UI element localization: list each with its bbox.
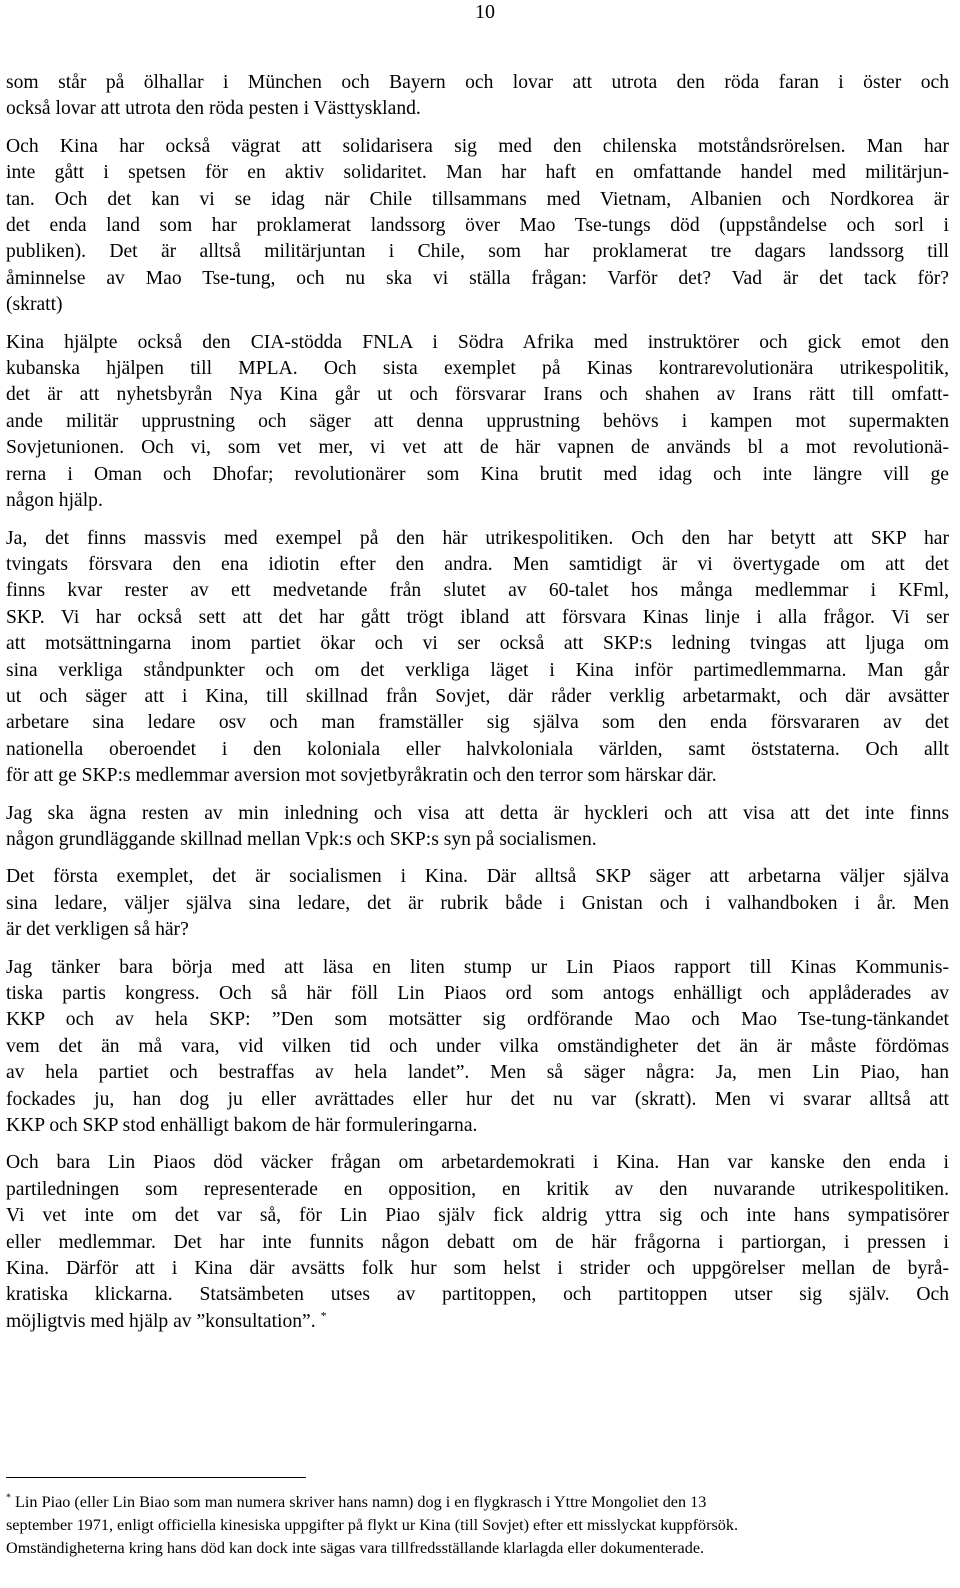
paragraph — [6, 801, 949, 854]
text-line: nationella oberoendet i den koloniala eller halvkoloniala världen, samt öststaterna. Och allt — [6, 738, 949, 760]
footnote-line — [6, 1491, 949, 1514]
text-line: någon grundläggande skillnad mellan Vpk:s och SKP:s syn på socialismen. — [6, 828, 597, 850]
page-number: 10 — [475, 1, 495, 23]
text-line: kubanska hjälpen till MPLA. Och sista exemplet på Kinas kontrarevolutionära utrikespolitik, — [6, 358, 949, 380]
text-line: finns kvar rester av ett medvetande från slutet av 60-talet hos många medlemmar i KFml, — [6, 580, 949, 602]
text-line: tiska partis kongress. Och så här föll Lin Piaos ord som antogs enhälligt och applåderades av — [6, 983, 949, 1004]
text-line: av hela partiet och bestraffas av hela landet”. Men så säger några: Ja, men Lin Piao, han — [6, 1062, 949, 1084]
text-line: rerna i Oman och Dhofar; revolutionärer som Kina brutit med idag och inte längre vill ge — [6, 463, 949, 485]
footnote-marker: * — [6, 1492, 11, 1504]
text-line: åminnelse av Mao Tse-tung, och nu ska vi ställa frågan: Varför det? Vad är det tack för? — [6, 267, 949, 289]
text-line: (skratt) — [6, 294, 63, 316]
footnote-line: september 1971, enligt officiella kinesiska uppgifter på flykt ur Kina (till Sovjet) efter ett misslyckat kuppförsök. — [6, 1516, 739, 1534]
text-line: det enda land som har proklamerat landssorg över Mao Tse-tungs död (uppståndelse och sorl i — [6, 215, 949, 237]
text-line: sina ledare, väljer själva sina ledare, det är rubrik både i Gnistan och i valhandboken i år. Men — [6, 892, 949, 914]
text-line: ut och säger att i Kina, till skillnad från Sovjet, där råder verklig arbetarmakt, och där avsätter — [6, 685, 949, 707]
paragraph — [6, 70, 949, 123]
text-line: som står på ölhallar i München och Bayern och lovar att utrota den röda faran i öster och — [6, 72, 949, 93]
footnote-text: Lin Piao (eller Lin Biao som man numera skriver hans namn) dog i en flygkrasch i Yttre Mongoliet den 13 — [11, 1493, 707, 1511]
text-line: för att ge SKP:s medlemmar aversion mot sovjetbyråkratin och den terror som härskar där. — [6, 765, 717, 787]
footnote — [6, 1491, 949, 1560]
text-line: ande militär upprustning och säger att denna upprustning behövs i kampen mot supermakten — [6, 410, 949, 432]
text-line-content: möjligtvis med hjälp av ”konsultation”. — [6, 1310, 316, 1332]
text-line: publiken). Det är alltså militärjuntan i Chile, som har proklamerat tre dagars landssorg till — [6, 241, 949, 263]
text-line: det är att nyhetsbyrån Nya Kina går ut och försvarar Irans och shahen av Irans rätt till omfatt- — [6, 384, 949, 406]
paragraph — [6, 526, 949, 790]
document-body — [6, 70, 949, 1346]
footnote-reference[interactable]: * — [320, 1308, 327, 1323]
paragraph — [6, 955, 949, 1140]
text-line: fockades ju, han dog ju eller avrättades eller hur det nu var (skratt). Men vi svarar alltså att — [6, 1088, 949, 1110]
text-line: att motsättningarna inom partiet ökar och vi ser också att SKP:s ledning tvingas att ljuga om — [6, 633, 949, 655]
text-line: partiledningen som representerade en opposition, en kritik av den nuvarande utrikespolitiken. — [6, 1178, 949, 1200]
footnote-divider — [6, 1477, 306, 1478]
text-line: SKP. Vi har också sett att det har gått trögt ibland att försvara Kinas linje i alla frågor. Vi ser — [6, 606, 949, 628]
footnote-line: Omständigheterna kring hans död kan dock inte sägas vara tillfredsställande klarlagda eller dokumenterade. — [6, 1539, 705, 1557]
text-line: sina verkliga ståndpunkter och om det verkliga läget i Kina inför partimedlemmarna. Man går — [6, 659, 949, 681]
text-line: någon hjälp. — [6, 490, 103, 512]
text-line: KKP och av hela SKP: ”Den som motsätter sig ordförande Mao och Mao Tse-tung-tänkandet — [6, 1009, 949, 1031]
text-line: inte gått i spetsen för en aktiv solidaritet. Man har haft en omfattande handel med militärjun- — [6, 162, 949, 184]
text-line: Ja, det finns massvis med exempel på den här utrikespolitiken. Och den har betytt att SKP har — [6, 527, 949, 549]
paragraph — [6, 134, 949, 319]
paragraph — [6, 330, 949, 515]
text-line — [6, 1309, 949, 1335]
text-line: Vi vet inte om det var så, för Lin Piao själv fick aldrig yttra sig och inte hans sympatisörer — [6, 1205, 949, 1227]
text-line: tan. Och det kan vi se idag när Chile tillsammans med Vietnam, Albanien och Nordkorea är — [6, 188, 949, 210]
text-line: Det första exemplet, det är socialismen i Kina. Där alltså SKP säger att arbetarna väljer själva — [6, 866, 949, 888]
text-line: Kina hjälpte också den CIA-stödda FNLA i Södra Afrika med instruktörer och gick emot den — [6, 331, 949, 353]
text-line: Jag tänker bara börja med att läsa en liten stump ur Lin Piaos rapport till Kinas Kommunis- — [6, 956, 949, 978]
text-line: Och Kina har också vägrat att solidarisera sig med den chilenska motståndsrörelsen. Man har — [6, 135, 949, 157]
text-line: också lovar att utrota den röda pesten i Västtyskland. — [6, 98, 421, 120]
text-line: Sovjetunionen. Och vi, som vet mer, vi vet att de här vapnen de används bl a mot revolutionä- — [6, 437, 949, 459]
text-line: Och bara Lin Piaos död väcker frågan om arbetardemokrati i Kina. Han var kanske den enda i — [6, 1152, 949, 1174]
text-line: Jag ska ägna resten av min inledning och visa att detta är hyckleri och att visa att det inte finns — [6, 802, 949, 824]
text-line: är det verkligen så här? — [6, 919, 189, 941]
text-line: KKP och SKP stod enhälligt bakom de här formuleringarna. — [6, 1115, 478, 1137]
paragraph — [6, 864, 949, 943]
text-line: kratiska klickarna. Statsämbeten utses av partitoppen, och partitoppen utser sig själv. Och — [6, 1284, 949, 1306]
text-line: arbetare sina ledare osv och man framställer sig själva som den enda försvararen av det — [6, 712, 949, 734]
text-line: eller medlemmar. Det har inte funnits någon debatt om de här frågorna i partiorgan, i pressen i — [6, 1231, 949, 1253]
paragraph — [6, 1150, 949, 1335]
text-line: vem det än må vara, vid vilken tid och under vilka omständigheter det än är måste fördömas — [6, 1035, 949, 1057]
text-line: tvingats försvara den ena idiotin efter den andra. Men samtidigt är vi övertygade om att det — [6, 553, 949, 575]
text-line: Kina. Därför att i Kina där avsätts folk hur som helst i strider och uppgörelser mellan de byrå- — [6, 1258, 949, 1280]
